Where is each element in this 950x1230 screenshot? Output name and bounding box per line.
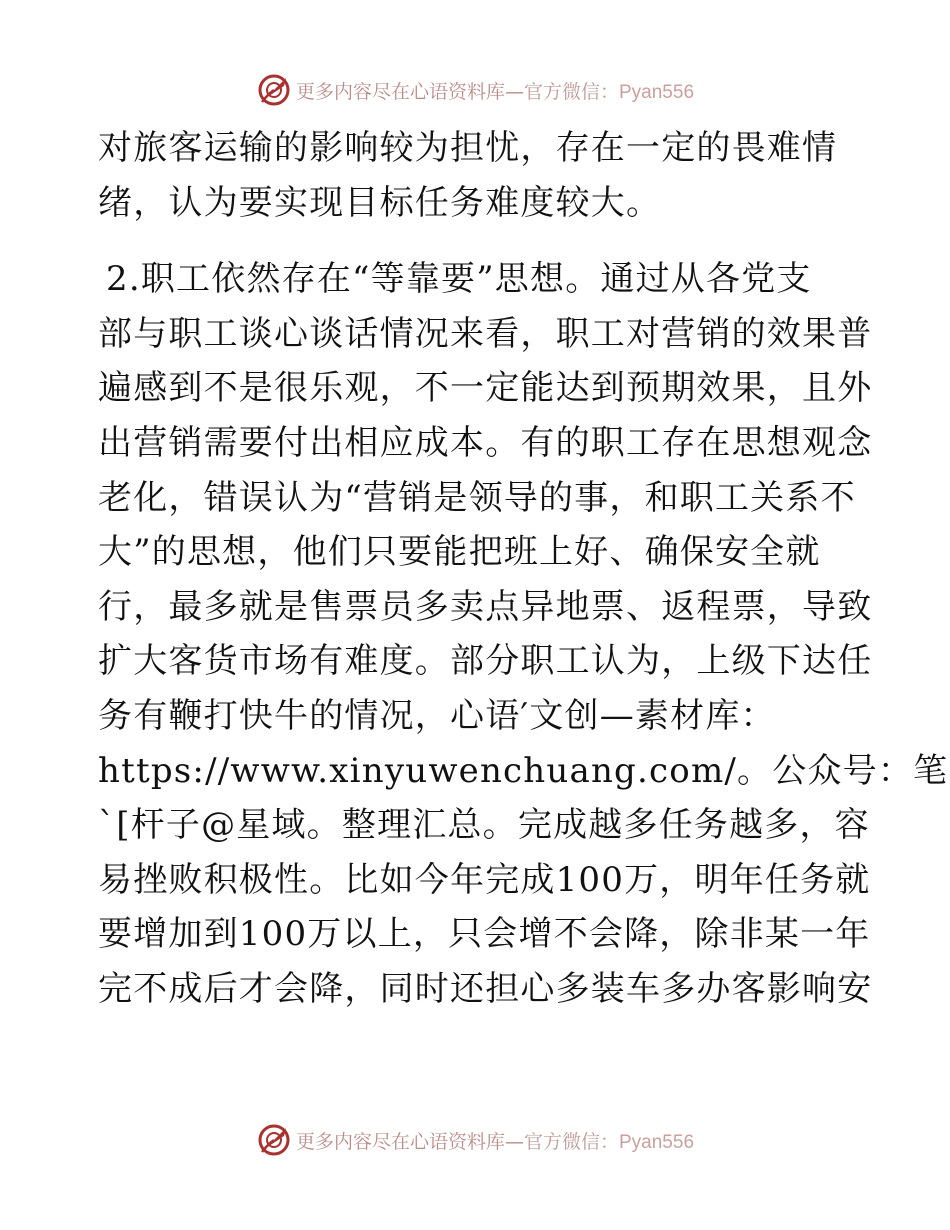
text-line: 务有鞭打快牛的情况，心语′文创—素材库：	[98, 695, 776, 736]
text-line: 老化，错误认为“营销是领导的事，和职工关系不	[98, 477, 856, 518]
text-line: 出营销需要付出相应成本。有的职工存在思想观念	[98, 422, 873, 463]
footer-separator: —	[504, 1130, 524, 1153]
footer-banner	[0, 1120, 950, 1160]
text-line: 行，最多就是售票员多卖点异地票、返程票，导致	[98, 586, 873, 627]
header-separator: —	[504, 80, 524, 103]
header-banner	[0, 70, 950, 110]
text-line: 扩大客货市场有难度。部分职工认为，上级下达任	[98, 641, 873, 682]
paragraph-gap	[98, 230, 858, 252]
text-line: 易挫败积极性。比如今年完成100万，明年任务就	[98, 859, 871, 900]
footer-wechat-id: Pyan556	[619, 1131, 695, 1153]
text-line: `[杆子@星域。整理汇总。完成越多任务越多，容	[98, 805, 870, 846]
brand-logo-icon	[256, 1122, 292, 1158]
text-line: 对旅客运输的影响较为担忧，存在一定的畏难情	[98, 128, 838, 168]
document-body	[98, 121, 949, 1017]
text-line: 大”的思想，他们只要能把班上好、确保安全就	[98, 532, 821, 573]
text-line: 遍感到不是很乐观，不一定能达到预期效果，且外	[98, 368, 873, 409]
text-line: 要增加到100万以上，只会增不会降，除非某一年	[98, 914, 871, 955]
header-banner-text	[296, 77, 694, 104]
header-wechat-id: Pyan556	[619, 81, 695, 103]
brand-logo-icon	[256, 72, 292, 108]
header-wechat-label: 官方微信：	[523, 80, 619, 103]
header-brand-text: 更多内容尽在心语资料库	[295, 80, 505, 103]
text-line: 部与职工谈心谈话情况来看，职工对营销的效果普	[98, 313, 873, 354]
text-line: 绪，认为要实现目标任务难度较大。	[98, 182, 662, 223]
text-line: 2.职工依然存在“等靠要”思想。通过从各党支	[106, 259, 812, 300]
footer-brand-text: 更多内容尽在心语资料库	[295, 1130, 505, 1153]
paragraph-2	[98, 252, 949, 1016]
footer-wechat-label: 官方微信：	[523, 1130, 619, 1153]
text-line-url: https://www.xinyuwenchuang.com/。公众号：笔	[98, 750, 949, 791]
paragraph-1	[98, 121, 858, 230]
footer-banner-text	[296, 1127, 694, 1154]
text-line: 完不成后才会降，同时还担心多装车多办客影响安	[98, 968, 873, 1009]
